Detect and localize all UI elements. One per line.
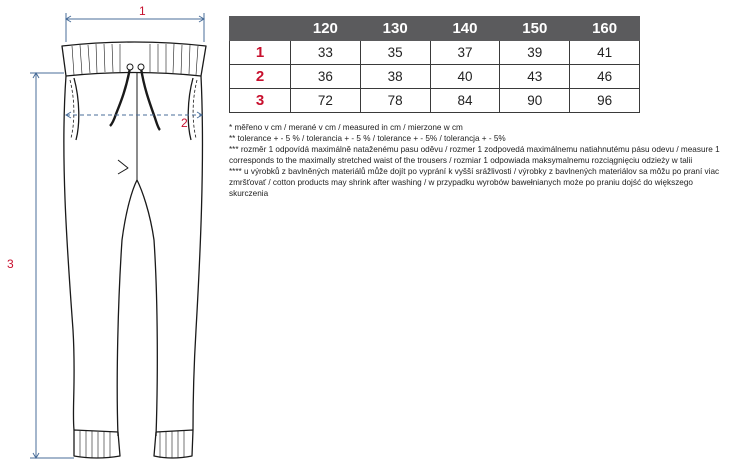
table-cell: 72 <box>291 89 361 113</box>
footnote-shrinkage: **** u výrobků z bavlněných materiálů může dojít po vyprání k vyšší srážlivosti / výrobky z bavlnených materiálov sa môžu po praní viac zmršťovať / cotton products may shrink after washing / w przypadku wyrobów bawełnianych może po praniu dojść do większego skurczenia <box>229 167 720 198</box>
table-cell: 46 <box>570 65 640 89</box>
table-cell: 41 <box>570 41 640 65</box>
header-size-160: 160 <box>570 17 640 41</box>
footnote-waist: *** rozměr 1 odpovídá maximálně nataženému pasu oděvu / rozmer 1 zodpovedá maximálnemu natiahnutému pásu odevu / measure 1 corresponds to the maximally stretched waist of the trousers / rozmiar 1 odpowiada maksymalnemu rozciągnięciu odzieży w talii <box>229 145 720 165</box>
trousers-technical-drawing <box>0 0 225 473</box>
header-corner <box>230 17 291 41</box>
size-table <box>229 16 640 113</box>
drawstring <box>110 64 160 130</box>
measure-label-2: 2 <box>181 116 188 130</box>
table-cell: 33 <box>291 41 361 65</box>
table-cell: 39 <box>500 41 570 65</box>
table-cell: 43 <box>500 65 570 89</box>
table-cell: 37 <box>430 41 500 65</box>
table-cell: 96 <box>570 89 640 113</box>
dimension-line-1 <box>66 13 204 42</box>
table-cell: 78 <box>360 89 430 113</box>
footnote-measured: * měřeno v cm / merané v cm / measured in cm / mierzone w cm <box>229 123 463 132</box>
measure-label-3: 3 <box>7 257 14 271</box>
footnote-tolerance: ** tolerance + - 5 % / tolerancia + - 5 % / tolerance + - 5% / tolerancja + - 5% <box>229 134 506 143</box>
table-header-row <box>230 17 640 41</box>
table-row <box>230 89 640 113</box>
row-label: 1 <box>230 41 291 65</box>
row-label: 3 <box>230 89 291 113</box>
table-row <box>230 65 640 89</box>
table-row <box>230 41 640 65</box>
trousers-outline <box>62 42 206 458</box>
table-cell: 38 <box>360 65 430 89</box>
row-label: 2 <box>230 65 291 89</box>
header-size-140: 140 <box>430 17 500 41</box>
table-cell: 35 <box>360 41 430 65</box>
measure-label-1: 1 <box>139 4 146 18</box>
header-size-150: 150 <box>500 17 570 41</box>
header-size-120: 120 <box>291 17 361 41</box>
dimension-line-3 <box>30 73 74 458</box>
header-size-130: 130 <box>360 17 430 41</box>
table-cell: 84 <box>430 89 500 113</box>
footnotes <box>229 122 724 199</box>
table-cell: 90 <box>500 89 570 113</box>
table-cell: 36 <box>291 65 361 89</box>
table-cell: 40 <box>430 65 500 89</box>
